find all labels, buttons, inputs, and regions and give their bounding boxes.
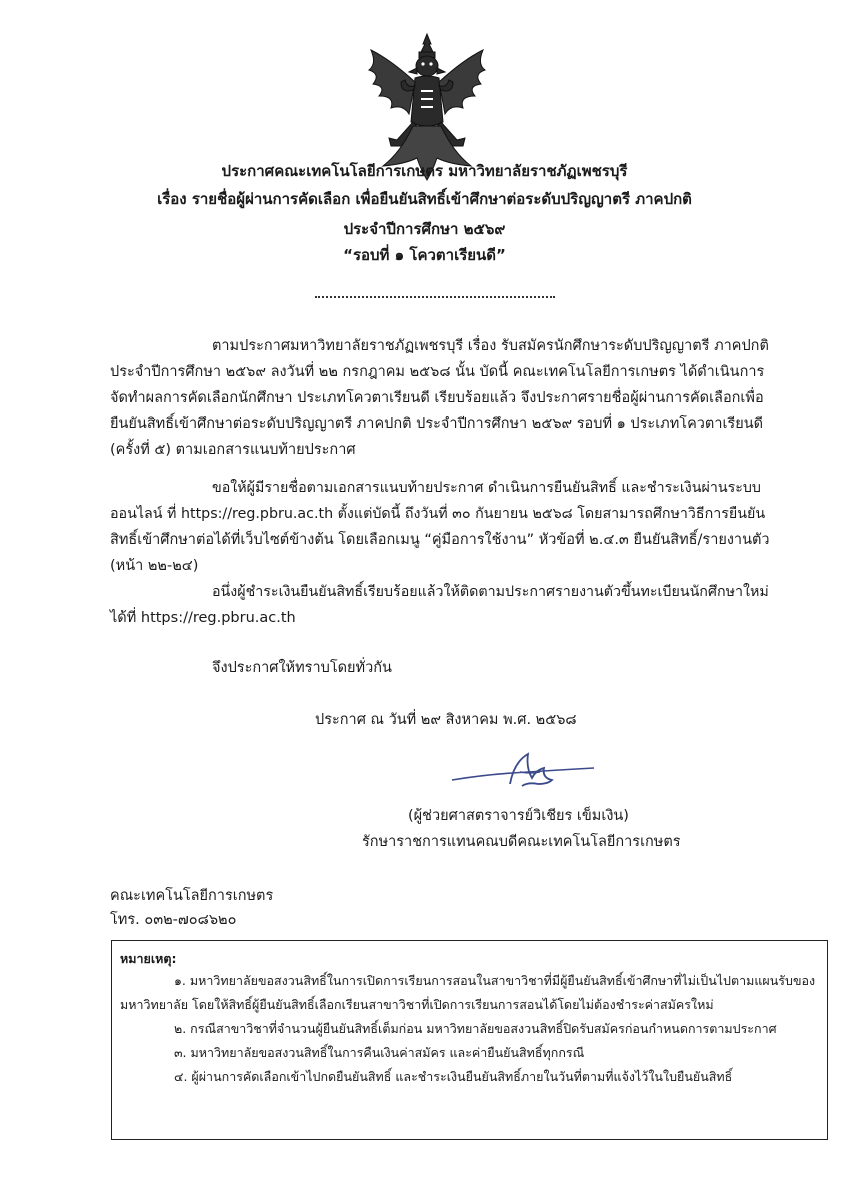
paragraph-2-line-1: ขอให้ผู้มีรายชื่อตามเอกสารแนบท้ายประกาศ ดำเนินการยืนยันสิทธิ์ และชำระเงินผ่านระบบ <box>212 480 761 496</box>
paragraph-2-line-4: (หน้า ๒๒-๒๔) <box>110 558 199 574</box>
announcement-title: ประกาศคณะเทคโนโลยีการเกษตร มหาวิทยาลัยราชภัฏเพชรบุรี <box>221 162 628 180</box>
closing-text: จึงประกาศให้ทราบโดยทั่วกัน <box>212 660 392 676</box>
paragraph-3-line-1: อนึ่งผู้ชำระเงินยืนยันสิทธิ์เรียบร้อยแล้วให้ติดตามประกาศรายงานตัวขึ้นทะเบียนนักศึกษาใหม่ <box>212 584 769 600</box>
signatory-name: (ผู้ช่วยศาสตราจารย์วิเชียร เข็มเงิน) <box>408 808 629 824</box>
paragraph-2-line-3: สิทธิ์เข้าศึกษาต่อได้ที่เว็บไซต์ข้างต้น โดยเลือกเมนู “คู่มือการใช้งาน” หัวข้อที่ ๒.๔.๓ ยืนยันสิทธิ์/รายงานตัว <box>110 532 770 548</box>
paragraph-3-line-2: ได้ที่ https://reg.pbru.ac.th <box>110 610 296 626</box>
academic-year: ประจำปีการศึกษา ๒๕๖๙ <box>343 220 506 238</box>
signature-icon <box>448 748 598 794</box>
paragraph-1-line-5: (ครั้งที่ ๕) ตามเอกสารแนบท้ายประกาศ <box>110 442 356 458</box>
office-phone: โทร. ๐๓๒-๗๐๘๖๒๐ <box>110 912 237 928</box>
office-name: คณะเทคโนโลยีการเกษตร <box>110 888 274 904</box>
note-item-1: ๑. มหาวิทยาลัยขอสงวนสิทธิ์ในการเปิดการเรียนการสอนในสาขาวิชาที่มีผู้ยืนยันสิทธิ์เข้าศึกษาที่ไม่เป็นไปตามแผนรับของ <box>174 973 816 988</box>
paragraph-1-line-1: ตามประกาศมหาวิทยาลัยราชภัฏเพชรบุรี เรื่อง รับสมัครนักศึกษาระดับปริญญาตรี ภาคปกติ <box>212 338 769 354</box>
note-item-2: ๒. กรณีสาขาวิชาที่จำนวนผู้ยืนยันสิทธิ์เต็มก่อน มหาวิทยาลัยขอสงวนสิทธิ์ปิดรับสมัครก่อนกำหนดการตามประกาศ <box>174 1021 777 1036</box>
divider <box>315 296 555 298</box>
note-item-4: ๔. ผู้ผ่านการคัดเลือกเข้าไปกดยืนยันสิทธิ์ และชำระเงินยืนยันสิทธิ์ภายในวันที่ตามที่แจ้งไว้ในใบยืนยันสิทธิ์ <box>174 1069 733 1084</box>
note-item-1-continued: มหาวิทยาลัย โดยให้สิทธิ์ผู้ยืนยันสิทธิ์เลือกเรียนสาขาวิชาที่เปิดการเรียนการสอนได้โดยไม่ต้องชำระค่าสมัครใหม่ <box>120 997 714 1012</box>
notes-title: หมายเหตุ: <box>120 951 177 966</box>
paragraph-2-line-2: ออนไลน์ ที่ https://reg.pbru.ac.th ตั้งแต่บัดนี้ ถึงวันที่ ๓๐ กันยายน ๒๕๖๘ โดยสามารถศึกษาวิธีการยืนยัน <box>110 506 766 522</box>
round-title: “รอบที่ ๑ โควตาเรียนดี” <box>343 246 506 264</box>
signatory-position: รักษาราชการแทนคณบดีคณะเทคโนโลยีการเกษตร <box>362 834 681 850</box>
paragraph-1-line-4: ยืนยันสิทธิ์เข้าศึกษาต่อระดับปริญญาตรี ภาคปกติ ประจำปีการศึกษา ๒๕๖๙ รอบที่ ๑ ประเภทโควตาเรียนดี <box>110 416 764 432</box>
announcement-subject: เรื่อง รายชื่อผู้ผ่านการคัดเลือก เพื่อยืนยันสิทธิ์เข้าศึกษาต่อระดับปริญญาตรี ภาคปกติ <box>157 190 692 208</box>
paragraph-1-line-3: จัดทำผลการคัดเลือกนักศึกษา ประเภทโควตาเรียนดี เรียบร้อยแล้ว จึงประกาศรายชื่อผู้ผ่านการคัดเลือกเพื่อ <box>110 390 764 406</box>
paragraph-1-line-2: ประจำปีการศึกษา ๒๕๖๙ ลงวันที่ ๒๒ กรกฎาคม ๒๕๖๘ นั้น บัดนี้ คณะเทคโนโลยีการเกษตร ได้ดำเนินการ <box>110 364 765 380</box>
note-item-3: ๓. มหาวิทยาลัยขอสงวนสิทธิ์ในการคืนเงินค่าสมัคร และค่ายืนยันสิทธิ์ทุกกรณี <box>174 1045 585 1060</box>
announcement-date: ประกาศ ณ วันที่ ๒๙ สิงหาคม พ.ศ. ๒๕๖๘ <box>315 712 577 728</box>
notes-box <box>111 940 828 1140</box>
